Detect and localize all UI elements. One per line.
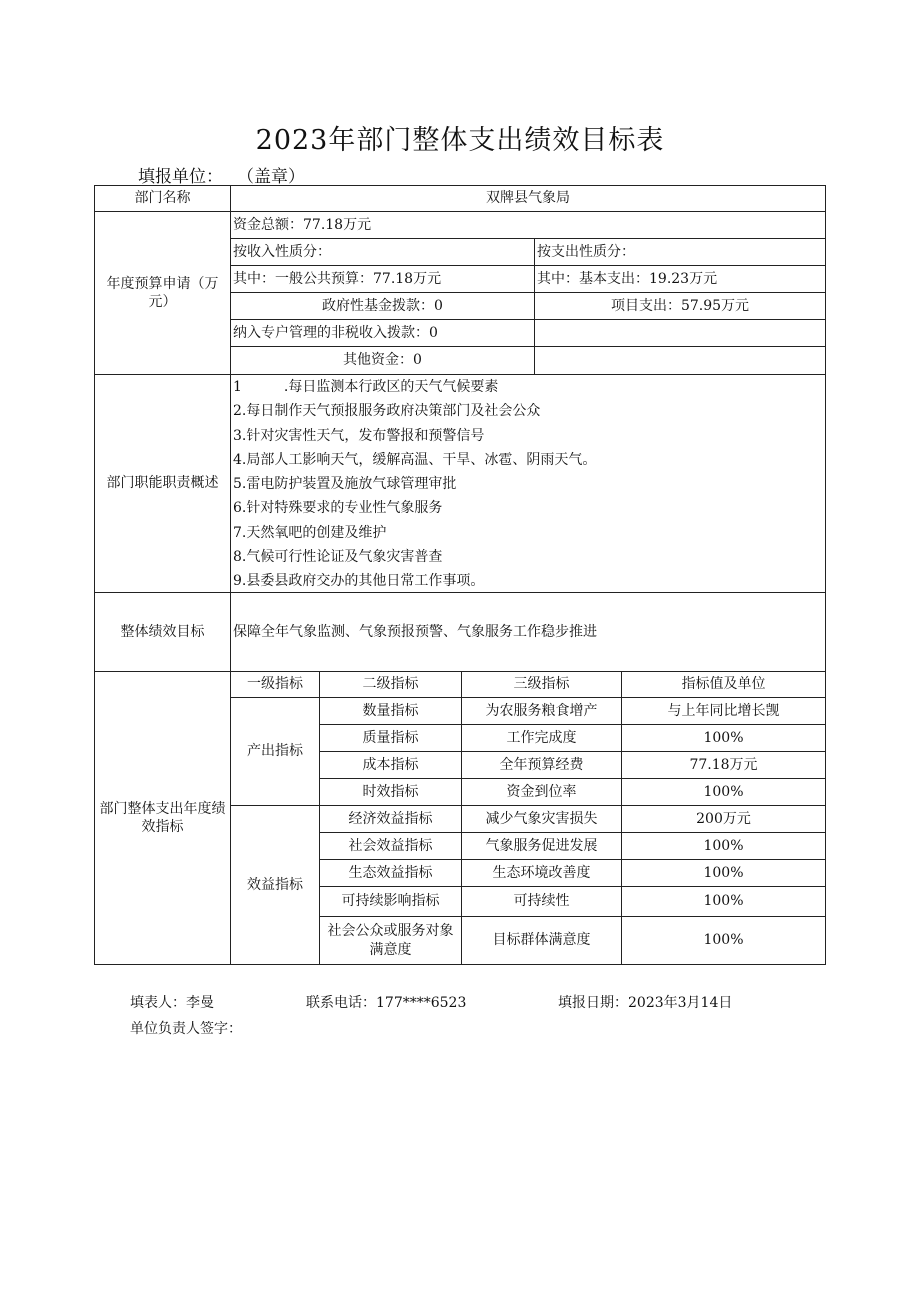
row-value: 100% [621,859,826,887]
dept-label: 部门名称 [94,185,231,212]
duty-item: 8.气候可行性论证及气象灾害普查 [233,549,443,566]
row-l3: 为农服务粮食增产 [461,697,622,725]
row-l2: 经济效益指标 [319,805,462,833]
row-l3: 气象服务促进发展 [461,832,622,860]
header-level3: 三级指标 [461,671,622,698]
duty-item: 4.局部人工影响天气，缓解高温、干旱、冰雹、阴雨天气。 [233,451,597,468]
row-l2: 可持续影响指标 [319,886,462,917]
duty-item: 6.针对特殊要求的专业性气象服务 [233,500,443,517]
row-value: 100% [621,724,826,752]
duty-item: 5.雷电防护装置及施放气球管理审批 [233,476,457,493]
general-budget: 其中：一般公共预算：77.18万元 [230,265,535,293]
fill-date: 填报日期：2023年3月14日 [558,995,733,1011]
duty-item: 1 .每日监测本行政区的天气气候要素 [233,379,499,395]
duty-list [230,374,826,593]
empty-cell [534,319,826,347]
expense-header: 按支出性质分： [534,238,826,266]
duty-item: 3.针对灾害性天气，发布警报和预警信号 [233,427,485,444]
row-value: 100% [621,916,826,965]
income-header: 按收入性质分： [230,238,535,266]
output-indicator: 产出指标 [230,697,320,806]
fill-unit-label: 填报单位： [138,167,223,187]
budget-total: 资金总额：77.18万元 [230,211,826,239]
filler: 填表人：李曼 [130,995,214,1011]
row-l3: 可持续性 [461,886,622,917]
empty-cell [534,346,826,375]
dept-value: 双牌县气象局 [230,185,826,212]
row-l2: 社会公众或服务对象满意度 [319,916,462,965]
row-value: 100% [621,832,826,860]
row-l2: 社会效益指标 [319,832,462,860]
row-value: 200万元 [621,805,826,833]
fill-unit-row [138,162,305,187]
row-l3: 生态环境改善度 [461,859,622,887]
row-l2: 数量指标 [319,697,462,725]
row-l2: 时效指标 [319,778,462,806]
overall-label: 整体绩效目标 [94,592,231,672]
row-value: 100% [621,886,826,917]
indicator-label: 部门整体支出年度绩效指标 [94,671,231,965]
header-level1: 一级指标 [230,671,320,698]
duty-item: 9.县委县政府交办的其他日常工作事项。 [233,573,485,590]
row-l3: 目标群体满意度 [461,916,622,965]
duty-label: 部门职能职责概述 [94,374,231,593]
project-expense: 项目支出：57.95万元 [534,292,826,320]
other-fund: 其他资金：0 [230,346,535,375]
duty-item: 2.每日制作天气预报服务政府决策部门及社会公众 [233,403,541,420]
header-level2: 二级指标 [319,671,462,698]
row-l3: 资金到位率 [461,778,622,806]
row-value: 77.18万元 [621,751,826,779]
signature-label: 单位负责人签字： [130,1021,242,1037]
row-l3: 减少气象灾害损失 [461,805,622,833]
row-l2: 质量指标 [319,724,462,752]
header-value: 指标值及单位 [621,671,826,698]
duty-item: 7.天然氧吧的创建及维护 [233,524,387,541]
performance-table [94,185,826,965]
nontax-fund: 纳入专户管理的非税收入拨款：0 [230,319,535,347]
row-value: 100% [621,778,826,806]
gov-fund: 政府性基金拨款：0 [230,292,535,320]
budget-label: 年度预算申请（万元） [94,211,231,375]
overall-value: 保障全年气象监测、气象预报预警、气象服务工作稳步推进 [230,592,826,672]
row-l2: 成本指标 [319,751,462,779]
row-l3: 工作完成度 [461,724,622,752]
row-l3: 全年预算经费 [461,751,622,779]
row-value: 与上年同比增长觊 [621,697,826,725]
page-title: 2023年部门整体支出绩效目标表 [255,125,665,156]
row-l2: 生态效益指标 [319,859,462,887]
basic-expense: 其中：基本支出：19.23万元 [534,265,826,293]
phone: 联系电话：177****6523 [306,995,467,1011]
benefit-indicator: 效益指标 [230,805,320,965]
fill-unit-value: （盖章） [237,167,305,187]
